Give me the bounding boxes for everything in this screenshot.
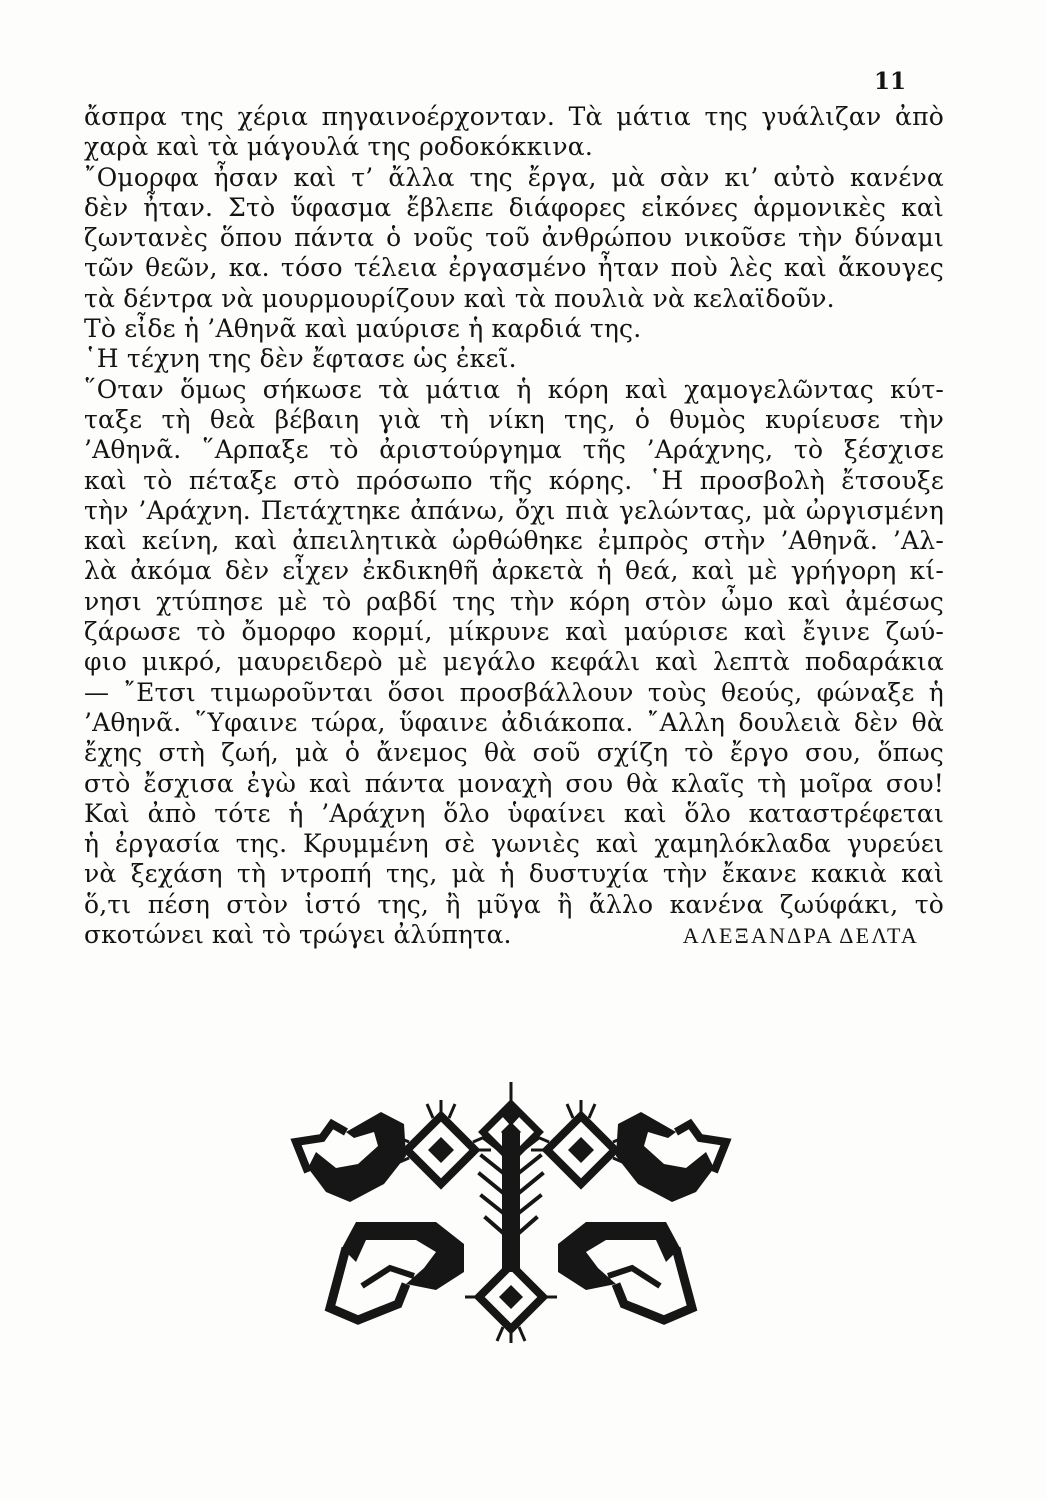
last-text-line: σκοτώνει καὶ τὸ τρώγει ἀλύπητα.: [84, 920, 512, 950]
text-line: καὶ κείνη, καὶ ἀπειλητικὰ ὠρθώθηκε ἐμπρὸς στὴν ’Αθηνᾶ. ’Αλ-: [84, 526, 944, 556]
closing-line: [84, 920, 944, 951]
text-line: ταξε τὴ θεὰ βέβαιη γιὰ τὴ νίκη της, ὁ θυμὸς κυρίευσε τὴν: [84, 404, 944, 434]
text-line: ῎Ομορφα ἦσαν καὶ τ’ ἄλλα της ἔργα, μὰ σὰν κι’ αὐτὸ κανένα: [84, 162, 944, 192]
text-line: Τὸ εἶδε ἡ ’Αθηνᾶ καὶ μαύρισε ἡ καρδιά της.: [84, 314, 642, 344]
folk-embroidery-ornament: [286, 1072, 736, 1352]
text-line: δὲν ἦταν. Στὸ ὕφασμα ἔβλεπε διάφορες εἰκόνες ἁρμονικὲς καὶ: [84, 192, 944, 222]
text-line: ἄσπρα της χέρια πηγαινοέρχονταν. Τὰ μάτια της γυάλιζαν ἀπὸ: [84, 102, 944, 131]
text-line: νὰ ξεχάση τὴ ντροπή της, μὰ ἡ δυστυχία τὴν ἔκανε κακιὰ καὶ: [84, 859, 944, 889]
text-line: ἔχης στὴ ζωή, μὰ ὁ ἄνεμος θὰ σοῦ σχίζη τὸ ἔργο σου, ὅπως: [84, 738, 944, 768]
text-line: ὅ,τι πέση στὸν ἱστό της, ἢ μῦγα ἢ ἄλλο κανένα ζωύφάκι, τὸ: [84, 889, 944, 919]
text-line: Καὶ ἀπὸ τότε ἡ ’Αράχνη ὅλο ὑφαίνει καὶ ὅλο καταστρέφεται: [84, 798, 944, 828]
text-line: ’Αθηνᾶ. ῞Αρπαξε τὸ ἀριστούργημα τῆς ’Αράχνης, τὸ ξέσχισε: [84, 435, 944, 465]
text-line: νησι χτύπησε μὲ τὸ ραβδί της τὴν κόρη στὸν ὦμο καὶ ἀμέσως: [84, 586, 944, 616]
text-line: στὸ ἔσχισα ἐγὼ καὶ πάντα μοναχὴ σου θὰ κλαῖς τὴ μοῖρα σου!: [84, 768, 944, 798]
body-text: [84, 102, 944, 951]
text-line: καὶ τὸ πέταξε στὸ πρόσωπο τῆς κόρης. ῾Η προσβολὴ ἔτσουξε: [84, 465, 944, 495]
text-line: ζωντανὲς ὅπου πάντα ὁ νοῦς τοῦ ἀνθρώπου νικοῦσε τὴν δύναμι: [84, 223, 944, 253]
text-line: — ῎Ετσι τιμωροῦνται ὅσοι προσβάλλουν τοὺς θεούς, φώναξε ἡ: [84, 677, 944, 707]
author-signature: ΑΛΕΞΑΝΔΡΑ ΔΕΛΤΑ: [682, 923, 919, 949]
text-line: ἡ ἐργασία της. Κρυμμένη σὲ γωνιὲς καὶ χαμηλόκλαδα γυρεύει: [84, 829, 944, 859]
page-number: 11: [874, 68, 907, 95]
text-line: τῶν θεῶν, κα. τόσο τέλεια ἐργασμένο ἦταν ποὺ λὲς καὶ ἄκουγες: [84, 253, 944, 283]
text-line: ’Αθηνᾶ. ῞Υφαινε τώρα, ὕφαινε ἀδιάκοπα. ῎Αλλη δουλειὰ δὲν θὰ: [84, 707, 944, 737]
text-line: ζάρωσε τὸ ὄμορφο κορμί, μίκρυνε καὶ μαύρισε καὶ ἔγινε ζωύ-: [84, 617, 944, 647]
text-line: λὰ ἀκόμα δὲν εἶχεν ἐκδικηθῆ ἀρκετὰ ἡ θεά, καὶ μὲ γρήγορη κί-: [84, 556, 944, 586]
text-line: χαρὰ καὶ τὰ μάγουλά της ροδοκόκκινα.: [84, 132, 594, 162]
text-line: φιο μικρό, μαυρειδερὸ μὲ μεγάλο κεφάλι καὶ λεπτὰ ποδαράκια: [84, 647, 944, 677]
text-line: τὴν ’Αράχνη. Πετάχτηκε ἀπάνω, ὄχι πιὰ γελώντας, μὰ ὠργισμένη: [84, 495, 944, 525]
text-line: τὰ δέντρα νὰ μουρμουρίζουν καὶ τὰ πουλιὰ νὰ κελαϊδοῦν.: [84, 283, 835, 313]
text-line: ῾Η τέχνη της δὲν ἔφτασε ὡς ἐκεῖ.: [84, 344, 517, 374]
text-line: ῞Οταν ὅμως σήκωσε τὰ μάτια ἡ κόρη καὶ χαμογελῶντας κύτ-: [84, 374, 944, 404]
